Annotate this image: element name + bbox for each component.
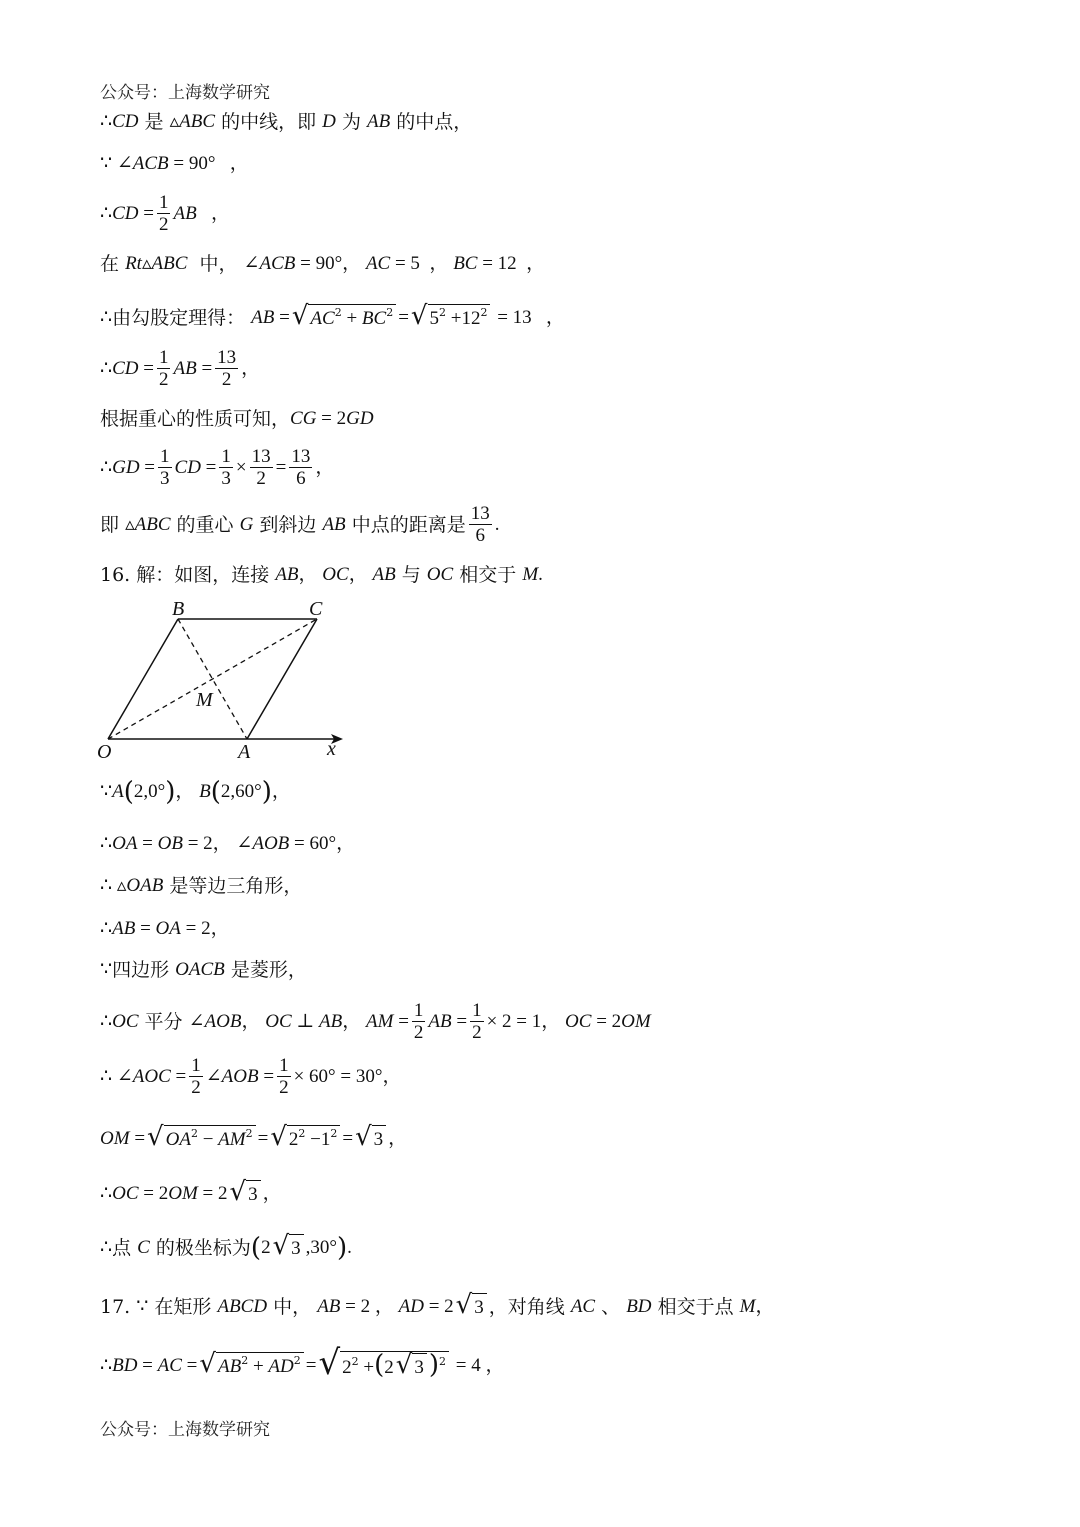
line-problem-16: 16. 解：如图，连接 AB ， OC ， AB 与 OC 相交于 M . bbox=[100, 564, 543, 586]
watermark-top: 公众号：上海数学研究 bbox=[100, 83, 270, 103]
label-a: A bbox=[238, 741, 251, 763]
line-bd-ac: ∴ BD = AC = √ $AB^2 + AD^2$ = √ $2^2 +(2$ √ 3 )$^2$ = 4 ， bbox=[100, 1343, 505, 1383]
label-c: C bbox=[309, 598, 323, 620]
line-rt-triangle: 在 Rt ▵ ABC 中， ∠ ACB = 90°， AC = 5 ， BC = 12 ， bbox=[100, 253, 546, 275]
line-equilateral: ∴ ▵ OAB 是等边三角形， bbox=[100, 875, 303, 897]
line-cd-value: ∴ CD = $\frac{1}{2}$ AB = $\frac{13}{2}$ ， bbox=[100, 347, 261, 390]
line-cd-median: ∴ CD 是 ▵ ABC 的中线，即 D 为 AB 的中点， bbox=[100, 111, 473, 133]
line-gd-value: ∴ GD = $\frac{1}{3}$ CD = $\frac{1}{3}$ × $\frac{13}{2}$ = $\frac{13}{6}$ ， bbox=[100, 446, 335, 489]
diagonal-oc bbox=[108, 619, 317, 739]
watermark-bottom: 公众号：上海数学研究 bbox=[100, 1420, 270, 1440]
line-conclusion-15: 即 ▵ ABC 的重心 G 到斜边 AB 中点的距离是 13 6 . bbox=[100, 503, 500, 546]
label-b: B bbox=[172, 598, 185, 620]
line-pythagoras: ∴ 由勾股定理得： AB = √ $AC^2 + BC^2$ = √ $5^2 +12^2$ = 13 ， bbox=[100, 301, 565, 331]
rhombus-side-ob bbox=[108, 619, 178, 739]
line-oa-ob: ∴ OA = OB = 2， ∠ AOB = 60°， bbox=[100, 833, 356, 854]
label-o: O bbox=[97, 741, 112, 763]
label-m: M bbox=[196, 689, 213, 711]
line-angle-aoc: ∴ ∠ AOC = $\frac{1}{2}$ ∠ AOB = $\frac{1}{2}$ × 60° = 30°， bbox=[100, 1055, 402, 1098]
line-oc-bisects: ∴ OC 平分 ∠ AOB ， OC ⊥ AB ， AM = $\frac{1}{2}$ AB = $\frac{1}{2}$ × 2 = 1， OC = 2 OM bbox=[100, 1000, 651, 1043]
line-polar-points: ∵ A ( 2,0° ) ， B ( 2,60° ) ， bbox=[100, 777, 291, 807]
line-rhombus: ∵ 四边形 OACB 是菱形， bbox=[100, 959, 307, 981]
line-problem-17: 17. ∵ 在矩形 ABCD 中， AB = 2 ， AD = 2 √ 3 ，对角线 AC 、 BD 相交于点 M ， bbox=[100, 1290, 775, 1320]
line-ab-oa: ∴ AB = OA = 2， bbox=[100, 918, 230, 939]
line-centroid-property: 根据重心的性质可知， CG = 2 GD bbox=[100, 408, 374, 430]
rhombus-figure bbox=[95, 595, 355, 765]
line-point-c: ∴ 点 C 的极坐标为 ( 2 √ 3 ,30° ) . bbox=[100, 1231, 352, 1263]
line-om: OM = √ $OA^2 - AM^2$ = √ $2^2 -1^2$ = √ 3 ， bbox=[100, 1122, 408, 1152]
line-cd-half-ab: ∴ CD = $\frac{1}{2}$ AB ， bbox=[100, 192, 230, 235]
line-angle-acb: ∵ ∠ ACB = 90° ， bbox=[100, 153, 249, 174]
line-oc-value: ∴ OC = 2 OM = 2 √ 3 ， bbox=[100, 1177, 282, 1207]
rhombus-side-ca bbox=[247, 619, 317, 739]
label-x: x bbox=[327, 738, 336, 760]
